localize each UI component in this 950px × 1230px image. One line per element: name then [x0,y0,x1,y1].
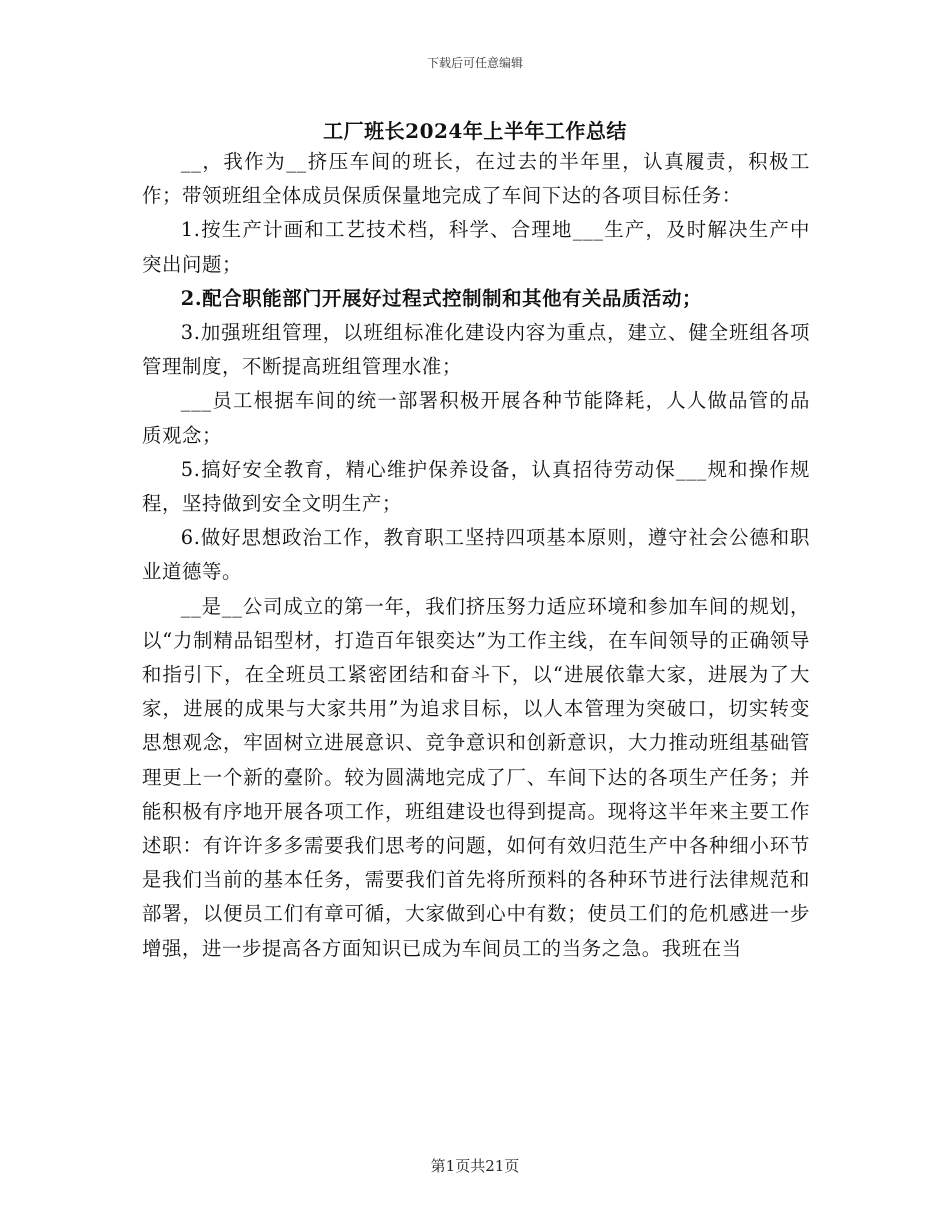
document-title: 工厂班长2024年上半年工作总结 [323,119,627,143]
paragraph-item-5: 5.搞好安全教育，精心维护保养设备，认真招待劳动保___规和操作规程，坚持做到安全文明生产； [142,457,810,516]
paragraph-item-1: 1.按生产计画和工艺技术档，科学、合理地___生产，及时解决生产中突出问题； [142,218,810,276]
paragraph-intro: __，我作为__挤压车间的班长，在过去的半年里，认真履责，积极工作；带领班组全体成员保质保量地完成了车间下达的各项目标任务： [142,150,810,208]
document-body [142,145,810,966]
header-note: 下载后可任意编辑 [426,56,523,70]
paragraph-item-3: 3.加强班组管理，以班组标准化建设内容为重点，建立、健全班组各项管理制度，不断提高班组管理水准； [142,321,810,379]
paragraph-item-6: 6.做好思想政治工作，教育职工坚持四项基本原则，遵守社会公德和职业道德等。 [142,526,810,584]
paragraph-item-2: 2.配合职能部门开展好过程式控制制和其他有关品质活动； [180,286,703,310]
paragraph-item-4: ___员工根据车间的统一部署积极开展各种节能降耗，人人做品管的品质观念； [142,389,810,447]
paragraph-summary: __是__公司成立的第一年，我们挤压努力适应环境和参加车间的规划，以“力制精品铝型材，打造百年银奕达”为工作主线，在车间领导的正确领导和指引下，在全班员工紧密团结和奋斗下，以“进展依靠大家，进展为了大家，进展的成果与大家共用”为追求目标，以人本管理为突破口，切实转变思想观念，牢固树立进展意识、竞争意识和创新意识，大力推动班组基础管理更上一个新的臺阶。较为圆满地完成了厂、车间下达的各项生产任务；并能积极有序地开展各项工作，班组建设也得到提高。现将这半年来主要工作述职：有许许多多需要我们思考的问题，如何有效归范生产中各种细小环节是我们当前的基本任务，需要我们首先将所预料的各种环节进行法律规范和部署，以便员工们有章可循，大家做到心中有数；使员工们的危机感进一步增强，进一步提高各方面知识已成为车间员工的当务之急。我班在当 [142,594,810,960]
page-number: 第1页共21页 [430,1157,520,1175]
